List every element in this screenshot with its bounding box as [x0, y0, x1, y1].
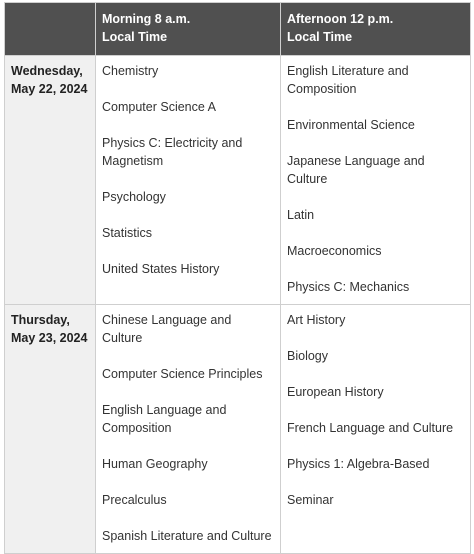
header-afternoon	[281, 3, 471, 56]
subject-item: Physics C: Electricity and Magnetism	[102, 136, 243, 168]
header-row	[5, 3, 471, 56]
subject-item: Psychology	[102, 190, 166, 204]
afternoon-cell-thursday	[281, 305, 471, 554]
subject-item: United States History	[102, 262, 220, 276]
date-label: May 22, 2024	[11, 82, 88, 96]
subject-item: Chemistry	[102, 64, 159, 78]
exam-schedule	[4, 2, 470, 554]
subject-item: Computer Science Principles	[102, 367, 263, 381]
header-morning-local: Local Time	[102, 30, 168, 44]
date-label: May 23, 2024	[11, 331, 88, 345]
afternoon-cell-wednesday	[281, 56, 471, 305]
schedule-table	[4, 2, 471, 554]
table-row-thursday	[5, 305, 471, 554]
subject-item: Macroeconomics	[287, 244, 382, 258]
subject-item: Japanese Language and Culture	[287, 154, 425, 186]
subject-item: English Language and Composition	[102, 403, 227, 435]
subject-item: Computer Science A	[102, 100, 216, 114]
subject-item: Human Geography	[102, 457, 208, 471]
subject-item: Latin	[287, 208, 315, 222]
subject-item: English Literature and Composition	[287, 64, 409, 96]
table-row-wednesday	[5, 56, 471, 305]
header-afternoon-local: Local Time	[287, 30, 353, 44]
day-cell-wednesday	[5, 56, 96, 305]
header-morning	[96, 3, 281, 56]
subject-item: Art History	[287, 313, 346, 327]
header-afternoon-time: Afternoon 12 p.m.	[287, 12, 394, 26]
subject-item: Environmental Science	[287, 118, 415, 132]
subject-item: European History	[287, 385, 384, 399]
day-label: Wednesday,	[11, 64, 83, 78]
subject-item: French Language and Culture	[287, 421, 454, 435]
day-cell-thursday	[5, 305, 96, 554]
subject-item: Chinese Language and Culture	[102, 313, 232, 345]
subject-item: Seminar	[287, 493, 334, 507]
header-day-cell	[5, 3, 96, 56]
morning-cell-wednesday	[96, 56, 281, 305]
subject-item: Spanish Literature and Culture	[102, 529, 272, 543]
subject-item: Precalculus	[102, 493, 167, 507]
header-morning-time: Morning 8 a.m.	[102, 12, 191, 26]
subject-item: Statistics	[102, 226, 153, 240]
subject-item: Physics 1: Algebra-Based	[287, 457, 430, 471]
subject-item: Physics C: Mechanics	[287, 280, 410, 294]
subject-item: Biology	[287, 349, 328, 363]
morning-cell-thursday	[96, 305, 281, 554]
day-label: Thursday,	[11, 313, 70, 327]
